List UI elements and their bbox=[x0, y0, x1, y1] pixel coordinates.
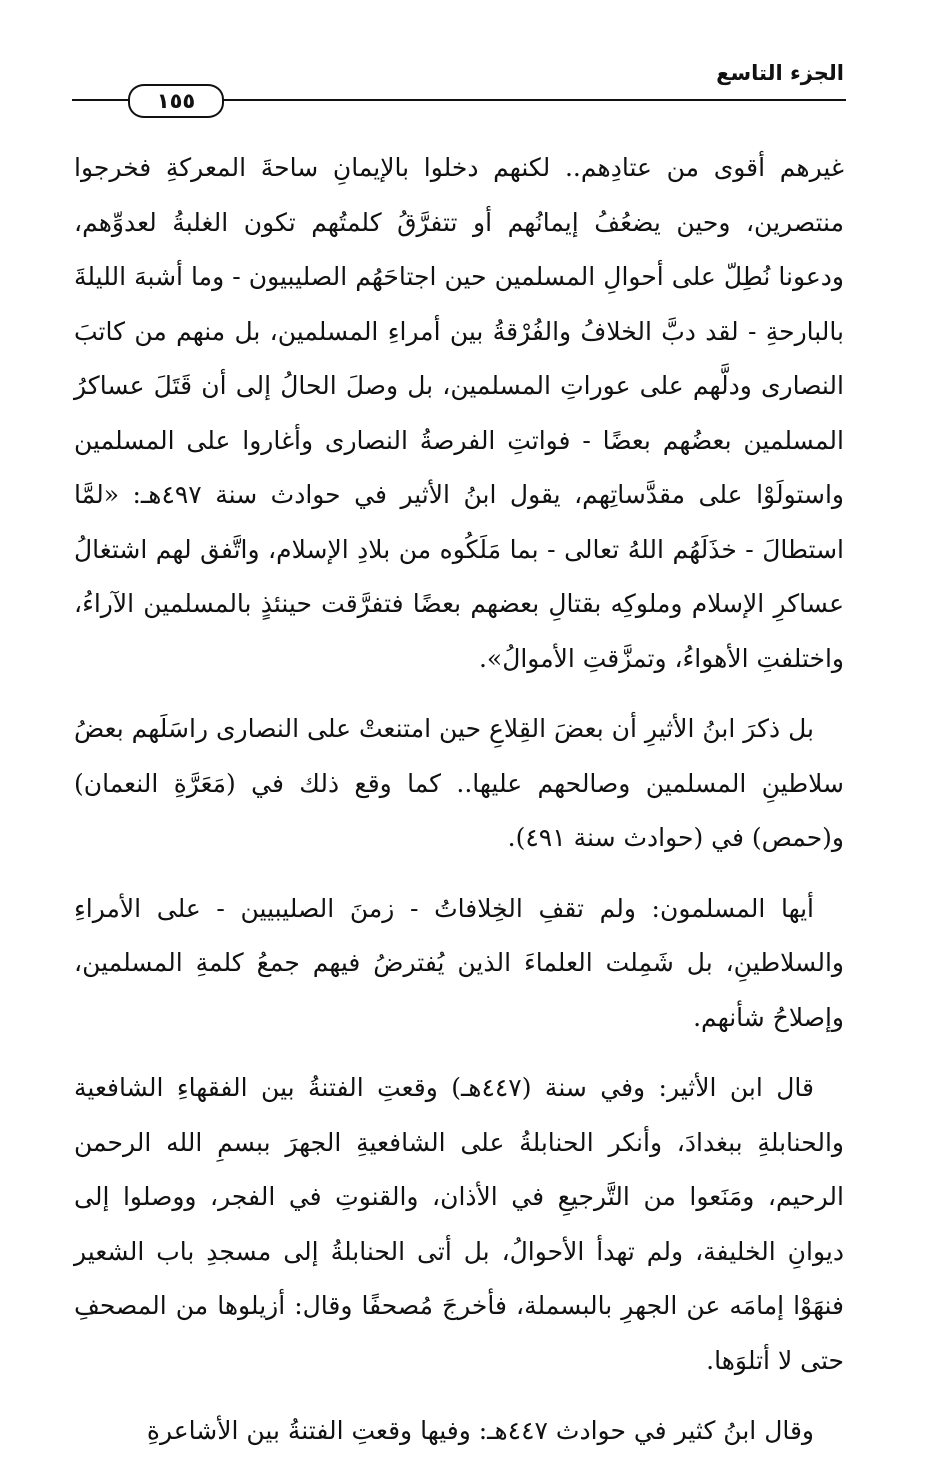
paragraph: غيرهم أقوى من عتادِهم.. لكنهم دخلوا بالإيمانِ ساحةَ المعركةِ فخرجوا منتصرين، وحين يضعُفُ إيمانُهم أو تتفرَّقُ كلمتُهم تكون الغلبةُ لعدوِّهم، ودعونا نُطِلّ على أحوالِ المسلمين حين اجتاحَهُم الصليبيون - وما أشبهَ الليلةَ بالبارحةِ - لقد دبَّ الخلافُ والفُرْقةُ بين أمراءِ المسلمين، بل منهم من كاتبَ النصارى ودلَّهم على عوراتِ المسلمين، بل وصلَ الحالُ إلى أن قَتَلَ عساكرُ المسلمين بعضُهم بعضًا - فواتتِ الفرصةُ النصارى وأغاروا على المسلمين واستولَوْا على مقدَّساتِهم، يقول ابنُ الأثير في حوادث سنة ٤٩٧هـ: «لمَّا استطالَ - خذَلَهُم اللهُ تعالى - بما مَلَكُوه من بلادِ الإسلام، واتَّفق لهم اشتغالُ عساكرِ الإسلام وملوكِه بقتالِ بعضهم بعضًا فتفرَّقت حينئذٍ بالمسلمين الآراءُ، واختلفتِ الأهواءُ، وتمزَّقتِ الأموالُ». bbox=[74, 153, 844, 673]
page-number: ١٥٥ bbox=[128, 84, 224, 118]
paragraph: بل ذكرَ ابنُ الأثيرِ أن بعضَ القِلاعِ حين امتنعتْ على النصارى راسَلَهم بعضُ سلاطينِ المسلمين وصالحهم عليها.. كما وقع ذلك في (مَعَرَّةِ النعمان) و(حمص) في (حوادث سنة ٤٩١). bbox=[74, 714, 844, 852]
paragraph: وقال ابنُ كثير في حوادث ٤٤٧هـ: وفيها وقعتِ الفتنةُ بين الأشاعرةِ bbox=[146, 1416, 814, 1445]
paragraph: قال ابن الأثير: وفي سنة (٤٤٧هـ) وقعتِ الفتنةُ بين الفقهاءِ الشافعية والحنابلةِ ببغدادَ، وأنكر الحنابلةُ على الشافعيةِ الجهرَ ببسمِ الله الرحمن الرحيم، ومَنَعوا من التَّرجيعِ في الأذان، والقنوتِ في الفجر، ووصلوا إلى ديوانِ الخليفة، ولم تهدأ الأحوالُ، بل أتى الحنابلةُ إلى مسجدِ باب الشعير فنهَوْا إمامَه عن الجهرِ بالبسملة، فأخرجَ مُصحفًا وقال: أزيلوها من المصحفِ حتى لا أتلوَها. bbox=[74, 1073, 844, 1375]
running-title: الجزء التاسع bbox=[716, 61, 844, 85]
body-text bbox=[74, 141, 844, 1459]
paragraph: أيها المسلمون: ولم تقفِ الخِلافاتُ - زمنَ الصليبيين - على الأمراءِ والسلاطينِ، بل شَمِلت العلماءَ الذين يُفترضُ فيهم جمعُ كلمةِ المسلمين، وإصلاحُ شأنهم. bbox=[74, 893, 844, 1032]
